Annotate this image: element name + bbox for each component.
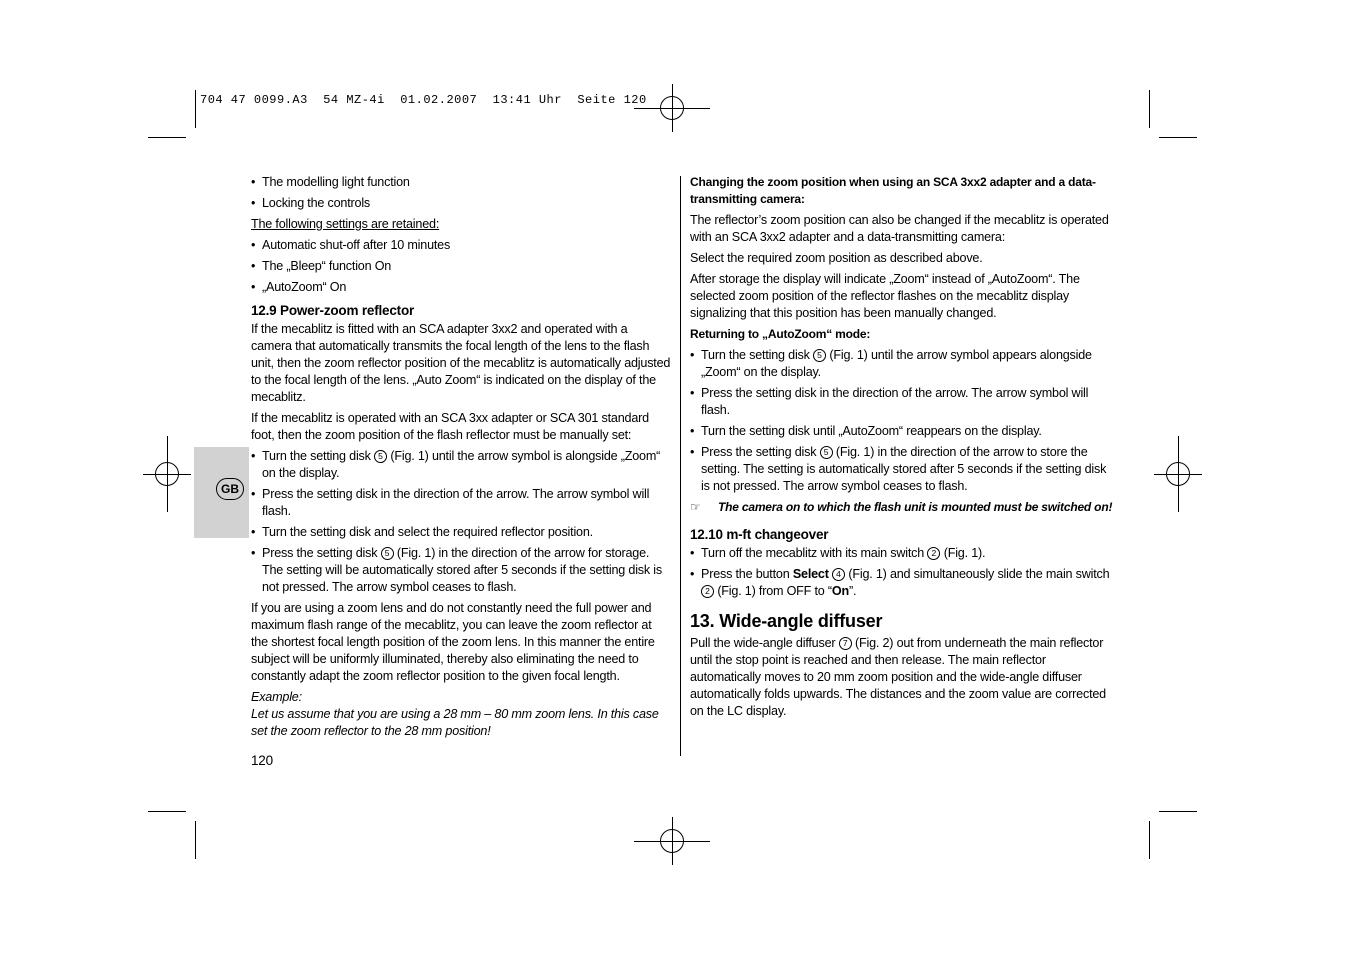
crop-mark bbox=[148, 811, 186, 812]
crop-mark bbox=[1149, 90, 1150, 128]
section-heading: 12.9 Power-zoom reflector bbox=[251, 303, 415, 318]
column-divider bbox=[680, 176, 681, 756]
callout-number: 5 bbox=[374, 450, 387, 463]
crop-mark bbox=[1159, 811, 1197, 812]
list-item: • The modelling light function bbox=[251, 174, 671, 191]
list-item: • Locking the controls bbox=[251, 195, 671, 212]
list-item: • Press the setting disk in the direction of the arrow. The arrow symbol will flash. bbox=[690, 385, 1114, 419]
crop-mark bbox=[195, 821, 196, 859]
left-column bbox=[251, 174, 671, 773]
list-item: • Turn the setting disk 5 (Fig. 1) until the arrow symbol is alongside „Zoom“ on the display. bbox=[251, 448, 671, 482]
paragraph: If the mecablitz is fitted with an SCA adapter 3xx2 and operated with a camera that automatically transmits the focal length of the lens to the flash unit, then the zoom reflector position of the mecablitz is automatically adjusted to the focal length of the lens. „Auto Zoom“ is indicated on the display of the mecablitz. bbox=[251, 322, 671, 404]
section-heading: Changing the zoom position when using an SCA 3xx2 adapter and a data-transmitting camera: bbox=[690, 175, 1096, 206]
paragraph: If the mecablitz is operated with an SCA 3xx adapter or SCA 301 standard foot, then the zoom position of the flash reflector must be manually set: bbox=[251, 411, 649, 442]
list-item: • „AutoZoom“ On bbox=[251, 279, 671, 296]
paragraph: After storage the display will indicate „Zoom“ instead of „AutoZoom“. The selected zoom position of the reflector flashes on the mecablitz display signalizing that this position has been manually changed. bbox=[690, 272, 1080, 320]
callout-number: 5 bbox=[381, 547, 394, 560]
warning-note: ☞ The camera on to which the flash unit is mounted must be switched on! bbox=[690, 500, 1113, 514]
example-label: Example: bbox=[251, 690, 302, 704]
crop-mark bbox=[1159, 137, 1197, 138]
list-item: • The „Bleep“ function On bbox=[251, 258, 671, 275]
list-item: • Press the setting disk 5 (Fig. 1) in the direction of the arrow for storage. The setting will be automatically stored after 5 seconds if the setting disk is not pressed. The arrow symbol ceases to flash. bbox=[251, 545, 671, 596]
callout-number: 2 bbox=[701, 585, 714, 598]
chapter-heading: 13. Wide-angle diffuser bbox=[690, 611, 883, 631]
section-heading: Returning to „AutoZoom“ mode: bbox=[690, 327, 871, 341]
page-number: 120 bbox=[251, 753, 273, 768]
crop-mark bbox=[148, 137, 186, 138]
list-item: • Turn off the mecablitz with its main switch 2 (Fig. 1). bbox=[690, 545, 1114, 562]
pointing-hand-icon: ☞ bbox=[690, 500, 701, 514]
example-text: Let us assume that you are using a 28 mm – 80 mm zoom lens. In this case set the zoom reflector to the 28 mm position! bbox=[251, 707, 659, 738]
list-item: • Automatic shut-off after 10 minutes bbox=[251, 237, 671, 254]
list-item: • Turn the setting disk 5 (Fig. 1) until the arrow symbol appears alongside „Zoom“ on the display. bbox=[690, 347, 1114, 381]
callout-number: 2 bbox=[927, 547, 940, 560]
list-item: • Press the button Select 4 (Fig. 1) and simultaneously slide the main switch 2 (Fig. 1) from OFF to “On”. bbox=[690, 566, 1114, 600]
callout-number: 4 bbox=[832, 568, 845, 581]
callout-number: 7 bbox=[839, 637, 852, 650]
crop-mark bbox=[1149, 821, 1150, 859]
callout-number: 5 bbox=[820, 446, 833, 459]
section-heading: 12.10 m-ft changeover bbox=[690, 527, 829, 542]
paragraph: If you are using a zoom lens and do not constantly need the full power and maximum flash range of the mecablitz, you can leave the zoom reflector at the shortest focal length position of the zoom lens. In this manner the entire subject will be uniformly illuminated, thereby also eliminating the need to constantly adapt the zoom reflector position to the given focal length. bbox=[251, 601, 655, 683]
paragraph: The reflector’s zoom position can also be changed if the mecablitz is operated with an SCA 3xx2 adapter and a data-transmitting camera: bbox=[690, 213, 1109, 244]
list-item: • Turn the setting disk and select the required reflector position. bbox=[251, 524, 671, 541]
retained-heading: The following settings are retained: bbox=[251, 217, 440, 231]
registration-line bbox=[1178, 436, 1179, 512]
paragraph: Select the required zoom position as described above. bbox=[690, 251, 983, 265]
paragraph: Pull the wide-angle diffuser 7 (Fig. 2) out from underneath the main reflector until the stop point is reached and then release. The main reflector automatically moves to 20 mm zoom position and the wide-angle diffuser automatically folds upwards. The distances and the zoom value are corrected on the LC display. bbox=[690, 636, 1106, 718]
registration-line bbox=[672, 84, 673, 132]
list-item: • Press the setting disk in the direction of the arrow. The arrow symbol will flash. bbox=[251, 486, 671, 520]
language-badge: GB bbox=[216, 478, 244, 500]
registration-line bbox=[672, 817, 673, 865]
registration-line bbox=[167, 436, 168, 512]
list-item: • Turn the setting disk until „AutoZoom“ reappears on the display. bbox=[690, 423, 1114, 440]
crop-mark bbox=[195, 90, 196, 128]
callout-number: 5 bbox=[813, 349, 826, 362]
print-slug: 704 47 0099.A3 54 MZ-4i 01.02.2007 13:41 Uhr Seite 120 bbox=[200, 93, 647, 107]
list-item: • Press the setting disk 5 (Fig. 1) in the direction of the arrow to store the setting. The setting is automatically stored after 5 seconds if the setting disk is not pressed. The arrow symbol ceases to flash. bbox=[690, 444, 1114, 495]
right-column bbox=[690, 174, 1114, 724]
